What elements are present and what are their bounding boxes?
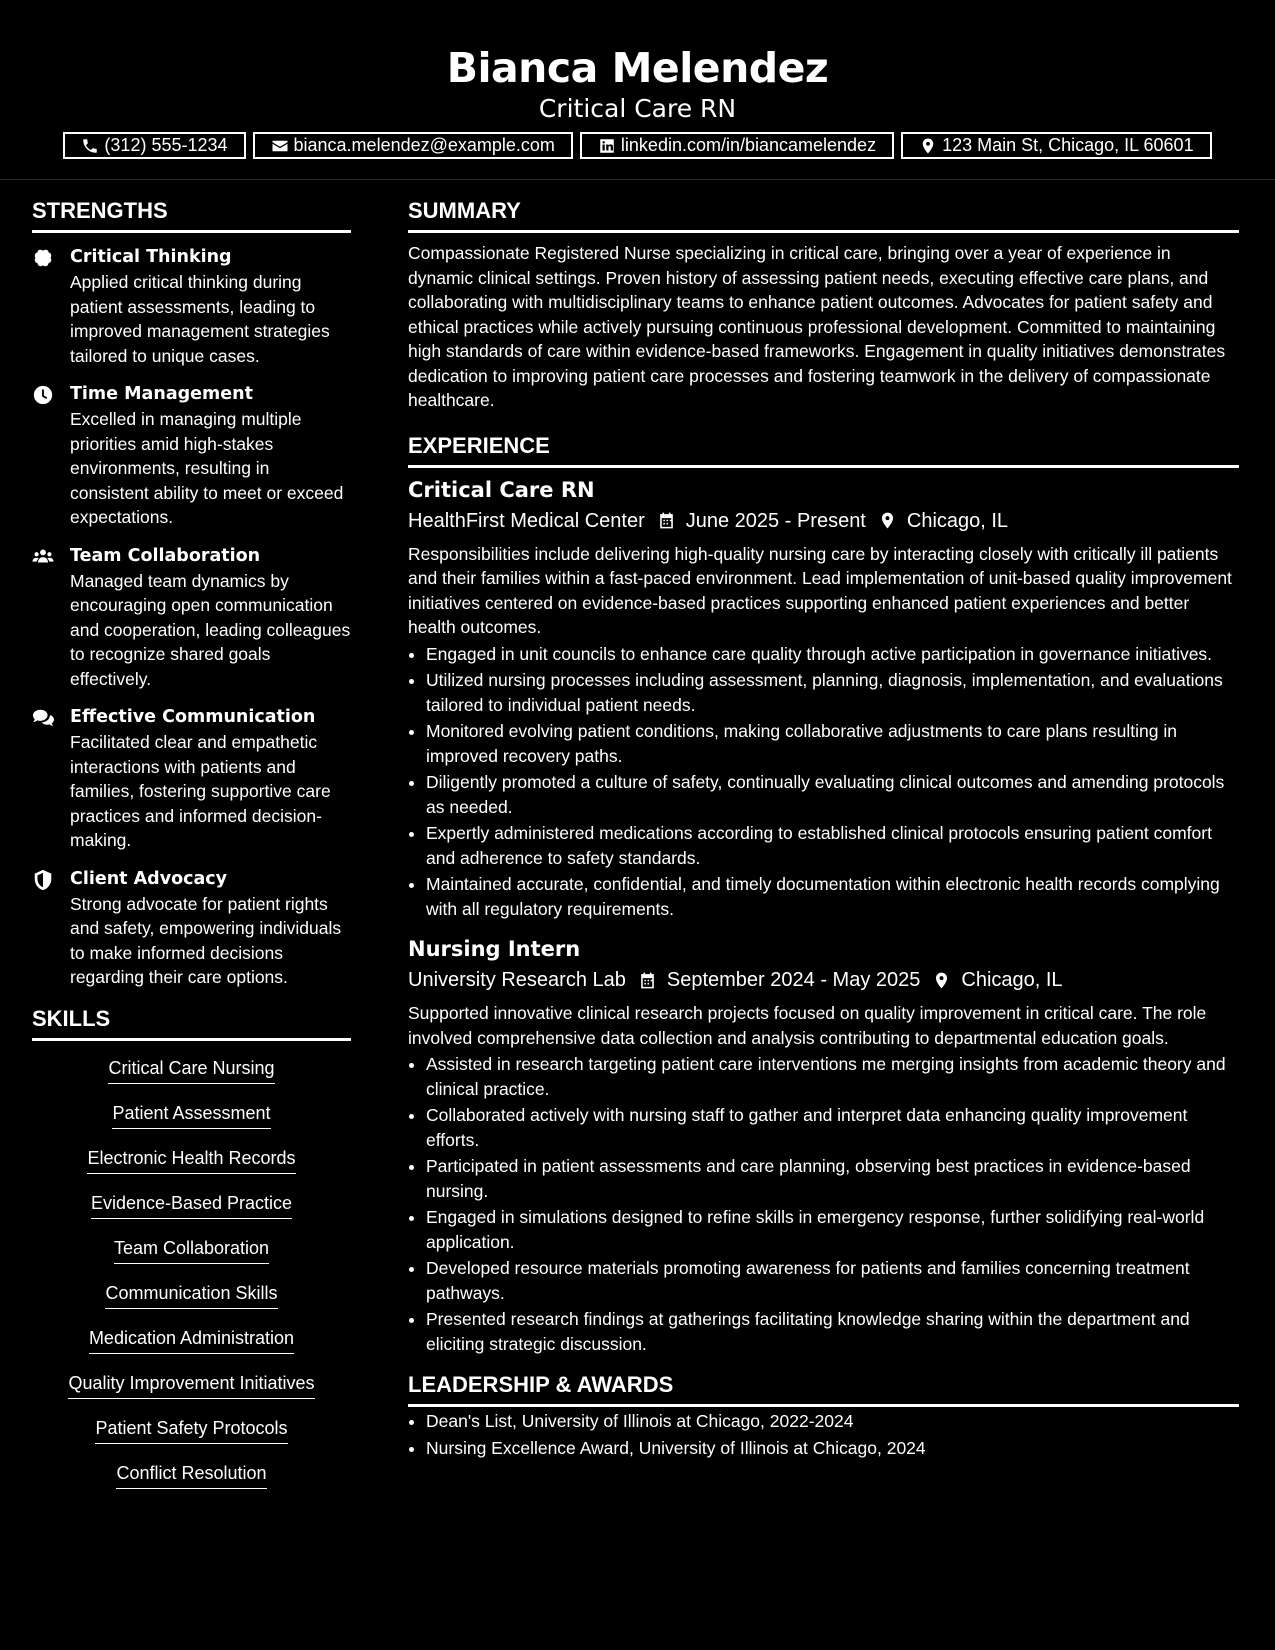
resume-header (0, 0, 1275, 180)
skill-tag: Conflict Resolution (116, 1460, 266, 1489)
skill-tag: Quality Improvement Initiatives (68, 1370, 314, 1399)
job-location: Chicago, IL (961, 969, 1063, 991)
skill-tag: Patient Safety Protocols (95, 1415, 287, 1444)
list-item: • Collaborated actively with nursing staff to gather and interpret data enhancing quality improvement efforts. (426, 1103, 1239, 1152)
strength-title: Team Collaboration (70, 545, 261, 566)
job-entry (408, 476, 1239, 922)
comments-icon (32, 707, 54, 729)
right-column (408, 196, 1239, 1462)
contact-bar (0, 132, 1275, 159)
strength-title: Time Management (70, 384, 253, 404)
list-item: • Engaged in simulations designed to refine skills in emergency response, further solidifying real-world application. (426, 1205, 1239, 1254)
list-item: • Monitored evolving patient conditions, making collaborative adjustments to care plans resulting in improved recovery paths. (426, 719, 1239, 768)
strength-desc: Excelled in managing multiple priorities amid high-stakes environments, resulting in consistent ability to meet or exceed expectations. (70, 409, 344, 527)
skill-tag: Patient Assessment (112, 1100, 270, 1129)
strength-desc: Managed team dynamics by encouraging open communication and cooperation, leading colleagues to recognize shared goals effectively. (70, 570, 351, 689)
awards-heading: LEADERSHIP & AWARDS (408, 1370, 1239, 1407)
envelope-icon (271, 137, 289, 155)
linkedin-icon (598, 137, 616, 155)
list-item: • Expertly administered medications according to established clinical protocols ensuring patient comfort and adherence to safety standards. (426, 821, 1239, 870)
summary-heading: SUMMARY (408, 196, 1239, 233)
strength-title: Effective Communication (70, 707, 316, 727)
list-item: • Assisted in research targeting patient care interventions me merging insights from academic theory and clinical practice. (426, 1052, 1239, 1101)
calendar-icon (638, 971, 657, 990)
contact-address[interactable] (901, 132, 1212, 159)
list-item: • Utilized nursing processes including assessment, planning, diagnosis, implementation, and evaluations tailored to individual patient needs. (426, 668, 1239, 717)
job-title: Nursing Intern (408, 937, 581, 961)
list-item: • Developed resource materials promoting awareness for patients and families concerning treatment pathways. (426, 1256, 1239, 1305)
strength-desc: Applied critical thinking during patient assessments, leading to improved management strategies tailored to unique cases. (70, 272, 330, 366)
job-bullets (408, 642, 1239, 922)
skills-heading: SKILLS (32, 1004, 351, 1041)
job-company: University Research Lab (408, 969, 626, 991)
list-item: • Dean's List, University of Illinois at Chicago, 2022-2024 (426, 1409, 1239, 1434)
job-meta (408, 965, 1239, 995)
strength-item (32, 544, 351, 692)
strength-item (32, 382, 351, 530)
map-marker-icon (878, 511, 897, 530)
shield-icon (32, 869, 54, 891)
skill-tag: Medication Administration (89, 1325, 294, 1354)
list-item: • Maintained accurate, confidential, and timely documentation within electronic health records complying with all regulatory requirements. (426, 872, 1239, 921)
candidate-name: Bianca Melendez (446, 44, 829, 92)
strengths-list (32, 245, 351, 990)
list-item: • Diligently promoted a culture of safety, continually evaluating clinical outcomes and amending protocols as needed. (426, 770, 1239, 819)
contact-linkedin[interactable] (580, 132, 894, 159)
strengths-heading: STRENGTHS (32, 196, 351, 233)
job-bullets (408, 1052, 1239, 1356)
job-desc: Responsibilities include delivering high-quality nursing care by interacting closely with critically ill patients and their families within a fast-paced environment. Lead implementation of unit-based quality improvement initiatives centered on evidence-based practices supporting enhanced patient experiences and better health outcomes. (408, 543, 1232, 637)
job-desc: Supported innovative clinical research projects focused on quality improvement in critical care. The role involved comprehensive data collection and analysis contributing to departmental education goals. (408, 1003, 1207, 1048)
strength-title: Client Advocacy (70, 868, 228, 889)
address-text: 123 Main St, Chicago, IL 60601 (942, 135, 1194, 155)
phone-text: (312) 555-1234 (104, 135, 228, 155)
users-icon (32, 546, 54, 568)
job-dates: September 2024 - May 2025 (666, 969, 921, 991)
skill-tag: Communication Skills (105, 1280, 277, 1309)
job-title: Critical Care RN (408, 477, 595, 502)
skill-tag: Team Collaboration (114, 1235, 269, 1264)
strength-title: Critical Thinking (70, 247, 232, 267)
job-location: Chicago, IL (906, 509, 1009, 532)
skill-tag: Critical Care Nursing (108, 1055, 274, 1084)
contact-email[interactable] (253, 132, 573, 159)
job-dates: June 2025 - Present (685, 509, 866, 532)
strength-item (32, 867, 351, 990)
skills-list (32, 1055, 351, 1505)
skill-tag: Evidence-Based Practice (91, 1190, 292, 1219)
left-column (32, 196, 351, 1505)
summary-text: Compassionate Registered Nurse specializing in critical care, bringing over a year of experience in dynamic clinical settings. Proven history of assessing patient needs, executing effective care plans, and collaborating with multidisciplinary teams to enhance patient outcomes. Advocates for patient safety and ethical practices while actively pursuing continuous professional development. Committed to maintaining high standards of care within evidence-based frameworks. Engagement in quality initiatives demonstrates dedication to improving patient care processes and fostering teamwork in the delivery of compassionate healthcare. (408, 243, 1226, 410)
list-item: • Nursing Excellence Award, University of Illinois at Chicago, 2024 (426, 1436, 1239, 1461)
awards-list (408, 1409, 1239, 1460)
candidate-role: Critical Care RN (538, 94, 737, 123)
job-entry (408, 935, 1239, 1356)
job-meta (408, 506, 1239, 536)
strength-item (32, 245, 351, 368)
list-item: • Presented research findings at gatherings facilitating knowledge sharing within the department and eliciting strategic discussion. (426, 1307, 1239, 1356)
skill-tag: Electronic Health Records (87, 1145, 295, 1174)
map-marker-icon (932, 971, 951, 990)
list-item: • Engaged in unit councils to enhance care quality through active participation in governance initiatives. (426, 642, 1239, 667)
map-marker-icon (919, 137, 937, 155)
contact-phone[interactable] (63, 132, 245, 159)
brain-icon (32, 247, 54, 269)
job-company: HealthFirst Medical Center (408, 509, 645, 532)
phone-icon (81, 137, 99, 155)
linkedin-text: linkedin.com/in/biancamelendez (620, 135, 877, 155)
list-item: • Participated in patient assessments and care planning, observing best practices in evidence-based nursing. (426, 1154, 1239, 1203)
strength-desc: Facilitated clear and empathetic interactions with patients and families, fostering supportive care practices and informed decision-making. (70, 732, 331, 850)
clock-icon (32, 384, 54, 406)
email-text: bianca.melendez@example.com (293, 135, 555, 155)
experience-heading: EXPERIENCE (408, 431, 1239, 468)
calendar-icon (657, 511, 676, 530)
strength-desc: Strong advocate for patient rights and safety, empowering individuals to make informed decisions regarding their care options. (70, 893, 342, 987)
strength-item (32, 705, 351, 853)
